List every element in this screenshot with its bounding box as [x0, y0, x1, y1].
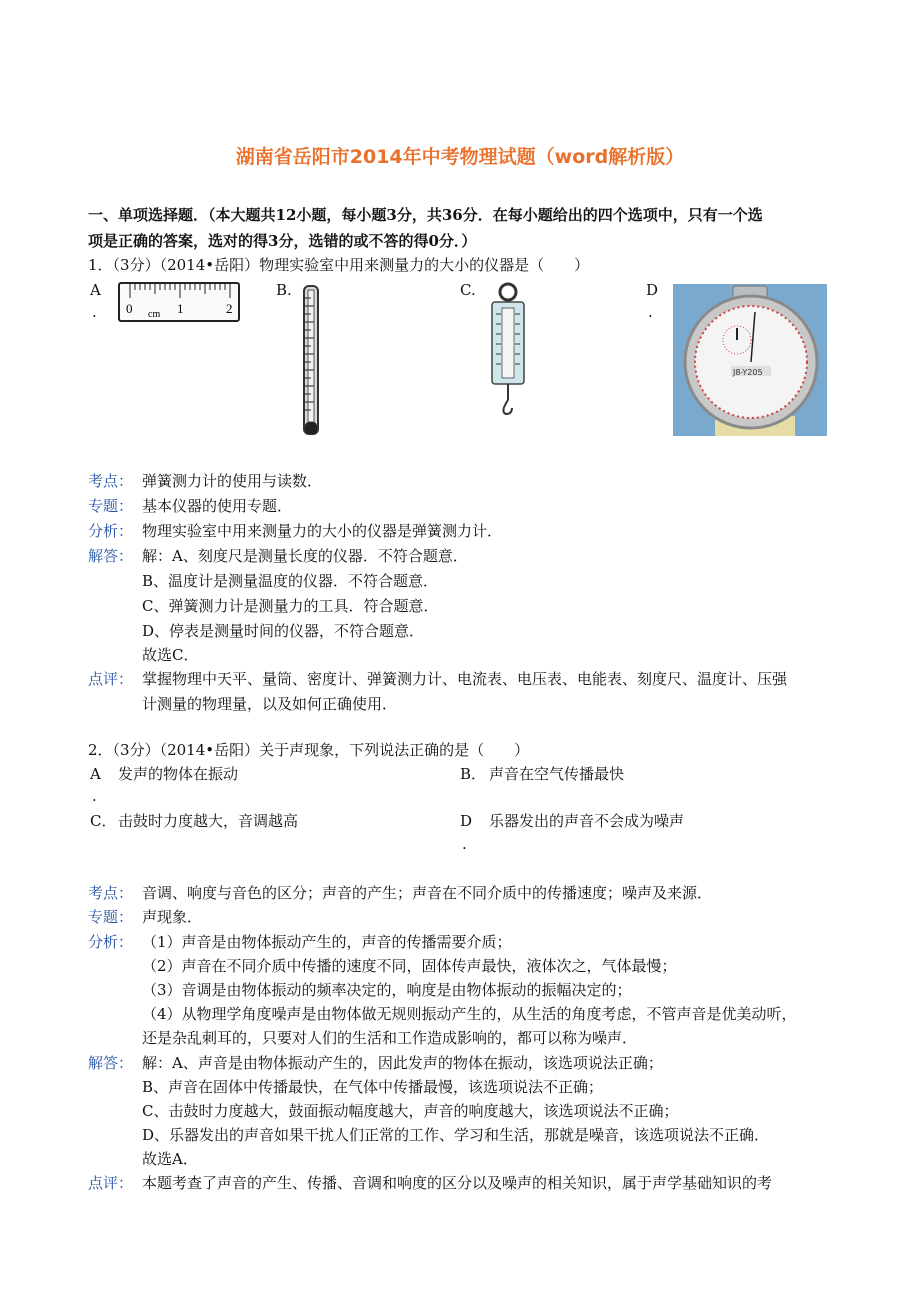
- q2-jieda-line: C、击鼓时力度越大，鼓面振动幅度越大，声音的响度越大，该选项说法不正确；: [142, 1102, 679, 1120]
- q2-kaodian: 音调、响度与音色的区分；声音的产生；声音在不同介质中的传播速度；噪声及来源．: [142, 884, 713, 902]
- q2-jieda-line: 故选A．: [142, 1150, 198, 1168]
- spring-scale-hook: [503, 400, 512, 414]
- section-heading-line2: 项是正确的答案，选对的得3分，选错的或不答的得0分．）: [88, 232, 477, 250]
- page-title: 湖南省岳阳市2014年中考物理试题（word解析版）: [235, 146, 685, 168]
- q2-option-c-label: C．: [90, 812, 117, 830]
- ruler-image: [118, 282, 240, 322]
- q1-jieda-line: C、弹簧测力计是测量力的工具．符合题意．: [142, 597, 439, 615]
- q2-fenxi-line: （1）声音是由物体振动产生的，声音的传播需要介质；: [142, 933, 512, 951]
- ruler-label-1: 1: [177, 301, 184, 316]
- q2-option-c-text: 击鼓时力度越大，音调越高: [118, 812, 299, 830]
- q2-jieda-line: B、声音在固体中传播最快，在气体中传播最慢，该选项说法不正确；: [142, 1078, 604, 1096]
- q1-kaodian-label: 考点：: [88, 472, 134, 490]
- q1-kaodian: 弹簧测力计的使用与读数．: [142, 472, 323, 490]
- q2-option-b-label: B．: [460, 765, 487, 783]
- q2-jieda-line: D、乐器发出的声音如果干扰人们正常的工作、学习和生活，那就是噪音，该选项说法不正确．: [142, 1126, 770, 1144]
- q2-option-a-text: 发声的物体在振动: [118, 765, 239, 783]
- stopwatch-model: J8-Y205: [733, 368, 763, 377]
- q2-option-a-label: A: [90, 765, 101, 783]
- q2-dianping: 本题考查了声音的产生、传播、音调和响度的区分以及噪声的相关知识，属于声学基础知识的考: [142, 1174, 773, 1192]
- q1-stem: 1．（3分）（2014•岳阳）物理实验室中用来测量力的大小的仪器是（ ）: [88, 256, 590, 274]
- spring-scale-ring: [500, 284, 516, 300]
- q2-option-d-dot: .: [462, 835, 467, 853]
- q1-option-c-label: C.: [460, 281, 476, 299]
- q1-dianping-label: 点评：: [88, 670, 134, 688]
- ruler-label-unit: cm: [148, 309, 161, 320]
- q2-fenxi-line: （2）声音在不同介质中传播的速度不同，固体传声最快，液体次之，气体最慢；: [142, 957, 677, 975]
- q2-fenxi-line: 还是杂乱刺耳的，只要对人们的生活和工作造成影响的，都可以称为噪声．: [142, 1029, 638, 1047]
- q1-jieda-line: 故选C．: [142, 646, 199, 664]
- q1-jieda-line: D、停表是测量时间的仪器，不符合题意．: [142, 622, 425, 640]
- q1-dianping-line: 计测量的物理量，以及如何正确使用．: [142, 695, 398, 713]
- section-heading-line1: 一、单项选择题．（本大题共12小题，每小题3分，共36分．在每小题给出的四个选项中，只有一个选: [88, 206, 763, 224]
- q1-jieda-line: B、温度计是测量温度的仪器．不符合题意．: [142, 572, 439, 590]
- thermometer-bulb: [305, 422, 317, 434]
- q2-fenxi-label: 分析：: [88, 933, 134, 951]
- q1-dianping-line: 掌握物理中天平、量筒、密度计、弹簧测力计、电流表、电压表、电能表、刻度尺、温度计、压强: [142, 670, 788, 688]
- q2-jieda-label: 解答：: [88, 1054, 134, 1072]
- q1-option-a-label: A: [90, 281, 101, 299]
- ruler-label-0: 0: [126, 301, 133, 316]
- q1-fenxi: 物理实验室中用来测量力的大小的仪器是弹簧测力计．: [142, 522, 503, 540]
- spring-scale-image: [488, 280, 528, 418]
- q2-fenxi-line: （3）音调是由物体振动的频率决定的，响度是由物体振动的振幅决定的；: [142, 981, 632, 999]
- q2-jieda-line: 解：A、声音是由物体振动产生的，因此发声的物体在振动，该选项说法正确；: [142, 1054, 663, 1072]
- q1-option-d-dot: .: [648, 303, 653, 321]
- q1-option-b-label: B.: [276, 281, 292, 299]
- q1-fenxi-label: 分析：: [88, 522, 134, 540]
- thermometer-image: [302, 286, 320, 438]
- q1-jieda-line: 解：A、刻度尺是测量长度的仪器．不符合题意．: [142, 547, 468, 565]
- q1-jieda-label: 解答：: [88, 547, 134, 565]
- q1-option-a-dot: .: [92, 303, 97, 321]
- q2-option-a-dot: .: [92, 787, 97, 805]
- q1-zhuanti-label: 专题：: [88, 497, 134, 515]
- q2-option-d-text: 乐器发出的声音不会成为噪声: [489, 812, 685, 830]
- stopwatch-image: [673, 284, 827, 436]
- q2-zhuanti-label: 专题：: [88, 908, 134, 926]
- q2-fenxi-line: （4）从物理学角度噪声是由物体做无规则振动产生的，从生活的角度考虑，不管声音是优美动听，: [142, 1005, 797, 1023]
- ruler-label-2: 2: [226, 301, 233, 316]
- q2-kaodian-label: 考点：: [88, 884, 134, 902]
- q2-option-b-text: 声音在空气传播最快: [489, 765, 625, 783]
- q2-dianping-label: 点评：: [88, 1174, 134, 1192]
- q2-stem: 2．（3分）（2014•岳阳）关于声现象，下列说法正确的是（ ）: [88, 741, 530, 759]
- spring-scale-window: [502, 308, 514, 378]
- q1-zhuanti: 基本仪器的使用专题．: [142, 497, 293, 515]
- q1-option-d-label: D: [646, 281, 659, 299]
- q2-zhuanti: 声现象．: [142, 908, 203, 926]
- q2-option-d-label: D: [460, 812, 473, 830]
